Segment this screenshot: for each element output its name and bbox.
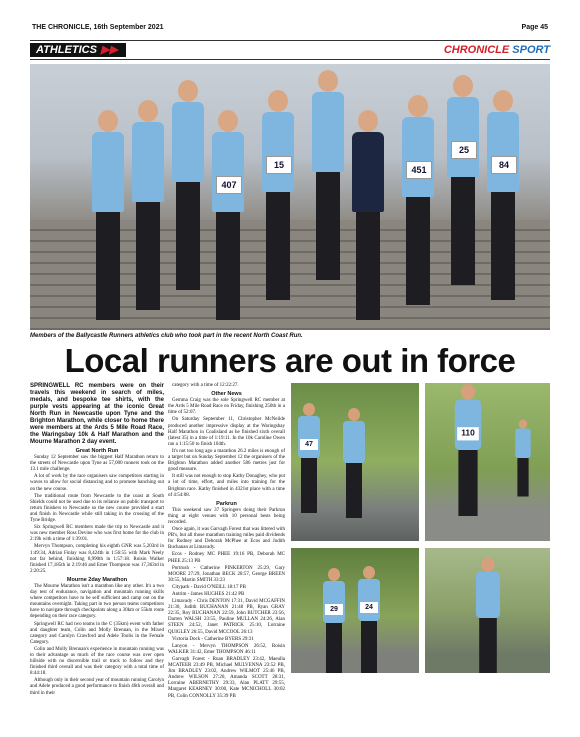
intro-paragraph: SPRINGWELL RC members were on their travels this weekend in search of miles, medals, and bespoke tee shirts, with the purple vests appearing at the iconic Great North Run in Newcastle upon Tyne and the Brighton Marathon, while closer to home there were members at the Ards 5 Mile Road Race, the Waringsbay 10k & Half Marathon and the Mourne Marathon 2 day event. — [30, 383, 164, 445]
page-number: Page 45 — [521, 24, 548, 31]
runner-figure — [210, 110, 246, 320]
paragraph: Six Springwell RC members made the trip to Newcastle and it was new member Ross Devine who was first home for the club in 2:19h with a time of 1:39:01. — [30, 525, 164, 543]
runner-figure — [400, 95, 436, 305]
race-bib: 25 — [451, 141, 477, 159]
race-bib: 407 — [216, 176, 242, 194]
runner-figure — [356, 566, 382, 673]
paragraph: Colin and Molly Brennan's experience in mountain running was to their advantage as much of the race course was over open hillside with no discernible trail or track to follow and they finished third overall and was their category with a total time of 8:44:18. — [30, 646, 164, 677]
runner-photo-4 — [425, 548, 550, 673]
paragraph: It's not too long ago a marathon 26.2 miles is enough of a target but on Sunday September 12 the organisers of the Brighton Marathon added another 586 metres just for good measure. — [168, 448, 285, 473]
arrows-icon: ▶▶ — [100, 44, 118, 56]
runner-figure — [514, 420, 532, 497]
race-bib: 110 — [457, 427, 479, 440]
runner-figure — [321, 568, 347, 673]
runner-figure — [310, 70, 346, 280]
runner-figure — [260, 90, 296, 300]
paragraph: Mervyn Thompson, completing his eighth GNR was 5,203rd in 1:49:34, Adrian Finlay was 8,424th in 1:56:55 with Mark Neely not far behind, finishing 8,990th in 1:57:18. Roisin Walker finished 17,185th in 2:19:46 and Emer Thompson was 17,363rd in 2:20:25. — [30, 544, 164, 574]
main-photo — [30, 64, 550, 330]
paragraph: category with a time of 12:22:27. — [172, 383, 239, 388]
paragraph: Lanyon - Mervyn THOMPSON 26:52, Roisin WALKER 31:42, Emer THOMPSON 46:11 — [168, 643, 285, 655]
runner-figure — [452, 384, 483, 516]
paragraph: Antrim - James HUGHES 21:42 PB — [172, 592, 245, 597]
brand-logo — [444, 43, 550, 57]
masthead — [32, 24, 548, 36]
runner-photo-1 — [291, 383, 419, 541]
paragraph: A lot of work by the race organisers saw competitors starting in waves to allow for social distancing and to promote banching out on the new course. — [30, 474, 164, 492]
runner-figure — [170, 80, 206, 290]
race-bib: 15 — [266, 156, 292, 174]
paragraph: Portrush - Catherine PINKERTON 25:29, Gary MOORE 27:29, Jonathan BECK 28:57, George BREEN 30:55, Martin SMITH 33:23 — [168, 565, 285, 583]
paragraph: Limavady - Chris DENTON 17:31, David MCGAFFIN 21:30, Judith BUCHANAN 21:48 PB, Ryan GRAY 22:35, Roy BUCHANAN 22:59, John BUTCHER 23:56, Darren WALSH 23:55, Pauline MULLAN 24:26, Alan STEEN 24:52, Janet PATRICK 25:10, Lorraine QUIGLEY 26:55, David MCCOOL 26:13 — [168, 599, 285, 635]
runner-figure — [341, 408, 367, 518]
subheading: Great North Run — [75, 448, 119, 454]
race-bib: 29 — [325, 604, 343, 615]
section-bar — [30, 40, 550, 60]
brand-word-1: CHRONICLE — [443, 44, 510, 56]
article-column-2 — [168, 383, 285, 701]
paragraph: Springwell RC had two teams in the C (35km) event with father and daughter team, Colin and Molly Brennan, in the Mixed category and Carolyn Crawford and Adele Toolis in the Female Category. — [30, 621, 164, 645]
brand-word-2: SPORT — [512, 44, 550, 56]
paragraph: Citypark - David O'NEILL 18:17 PB — [172, 584, 246, 590]
paragraph: Although only in their second year of mountain running Carolyn and Adele produced a good performance to finish 46th overall and third in their — [30, 678, 164, 696]
photo-caption: Members of the Ballycastle Runners athletics club who took part in the recent North Coast Run. — [30, 333, 303, 339]
section-label — [30, 43, 126, 57]
subheading: Mourne 2day Marathon — [66, 576, 128, 583]
runner-figure — [474, 558, 503, 674]
runner-figure — [90, 110, 126, 320]
runner-figure — [296, 403, 322, 513]
runner-figure — [130, 100, 166, 310]
runner-photo-3 — [291, 548, 419, 673]
race-bib: 84 — [491, 156, 517, 174]
paragraph: Garvagh Forest - Ruan BRADLEY 23:42, Maeulla MCATEER 23:49 PB, Michael MULVENNA 23:52 PB, Jim BRADLEY 23:02, Andrew WILMOT 25:46 PB, Andrew WILSON 27:20, Amanda SCOTT 28:31, Lorraine ABERNETHY 29:33, Alan PLATT 29:55, Margaret KEARNEY 30:00, Kate MCNICHOLL 30:02 PB, Colin CONNOLLY 35:39 PB — [168, 656, 285, 699]
race-bib: 24 — [360, 602, 378, 613]
race-bib: 47 — [300, 439, 318, 450]
paragraph: It still was not enough to stop Kathy Donaghey, who put a lot of time, effort, and miles into training for the Brighton race. Kathy finished in 4321st place with a time of 4:54:08. — [168, 474, 285, 498]
paragraph: Ecos - Rodney MC PHEE 19:16 PB, Deborah MC PHEE 25:13 PB — [168, 552, 285, 564]
paragraph: Once again, it was Garvagh Forest that was littered with PB's, but all those marathon training miles paid dividends for Rodney and Deborah McPhee at Ecos and Judith Buchanan at Limavady. — [168, 527, 285, 551]
paragraph: The Mourne Marathon isn't a marathon like any other. It's a two day test of endurance, navigation and mountain running skills where competitors have to be self sufficient and camp out on the mountains overnight. Taking part in two person teams competitors have to navigate through checkpoints along a 30km or 55km route depending on their race category. — [30, 583, 164, 620]
subheading: Parkrun — [216, 500, 237, 507]
paragraph: This weekend saw 37 Springers doing their Parkrun thing at eight venues with 10 personal bests being recorded. — [168, 507, 285, 525]
subheading: Other News — [211, 391, 242, 398]
runner-figure — [485, 90, 521, 300]
runner-photo-2 — [425, 383, 550, 541]
runner-figure — [350, 110, 386, 320]
article-column-1 — [30, 383, 164, 698]
race-bib: 451 — [406, 161, 432, 179]
paragraph: The traditional route from Newcastle to the coast at South Shields could not be used due to its reliance on public transport to return finishers to Newcastle so the new course provided a start and finish in Newcastle while still taking in the crossing of the Tyne Bridge. — [30, 493, 164, 524]
section-label-text: ATHLETICS — [36, 44, 97, 56]
paragraph: Gemma Craig was the sole Springwell RC member at the Ards 5 Mile Road Race on Friday, finishing 250th in a time of 52:07. — [168, 398, 285, 416]
paragraph: Sunday 12 September saw the biggest Half Marathon return to the streets of Newcastle upon Tyne as 57,000 runners took on the 13.1 mile challenge. — [30, 455, 164, 473]
paragraph: Victoria Dock - Catherine BYERS 29:31 — [172, 636, 254, 642]
runner-figure — [445, 75, 481, 285]
publication-date: THE CHRONICLE, 16th September 2021 — [32, 24, 164, 31]
paragraph: On Saturday September 11, Christopher McNeilde produced another impressive display at the Waringsbay Half Marathon in Coalisland as he finished sixth overall (latest 35) in a time of 1:19:11. In the 10k Caroline Owen ran a 1:15:50 to finish 104th. — [168, 417, 285, 447]
headline: Local runners are out in force — [64, 342, 516, 379]
